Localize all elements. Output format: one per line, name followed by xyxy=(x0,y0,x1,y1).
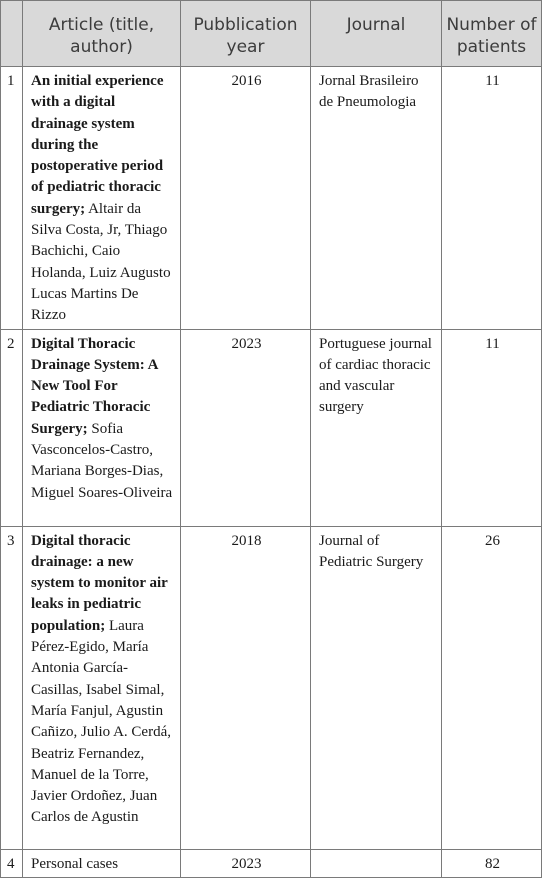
patients-cell: 11 xyxy=(442,67,542,330)
header-index xyxy=(1,1,23,67)
row-index: 4 xyxy=(1,849,23,877)
article-cell xyxy=(23,67,181,330)
article-title: An initial experience with a digital drainage system during the postoperative period of pediatric thoracic surgery; xyxy=(31,73,164,217)
article-authors: Sofia Vasconcelos-Castro, Mariana Borges-Dias, Miguel Soares-Oliveira xyxy=(31,420,173,501)
table-body xyxy=(1,67,542,878)
article-cell xyxy=(23,526,181,849)
year-cell: 2023 xyxy=(181,849,311,877)
row-index: 3 xyxy=(1,526,23,849)
header-article: Article (title, author) xyxy=(23,1,181,67)
table-row xyxy=(1,329,542,526)
table-header xyxy=(1,1,542,67)
year-cell: 2016 xyxy=(181,67,311,330)
article-title: Digital thoracic drainage: a new system to monitor air leaks in pediatric population; xyxy=(31,532,168,634)
journal-cell xyxy=(311,849,442,877)
year-cell: 2023 xyxy=(181,329,311,526)
journal-cell: Portuguese journal of cardiac thoracic and vascular surgery xyxy=(311,329,442,526)
article-cell xyxy=(23,329,181,526)
table-row xyxy=(1,526,542,849)
patients-cell: 26 xyxy=(442,526,542,849)
article-cell xyxy=(23,849,181,877)
table-row xyxy=(1,849,542,877)
article-title: Digital Thoracic Drainage System: A New Tool For Pediatric Thoracic Surgery; xyxy=(31,335,158,437)
article-authors: Laura Pérez-Egido, María Antonia García-Casillas, Isabel Simal, María Fanjul, Agustin Cañizo, Julio A. Cerdá, Beatriz Fernandez, Manuel de la Torre, Javier Ordoñez, Juan Carlos de Agustin xyxy=(31,617,171,826)
journal-cell: Jornal Brasileiro de Pneumologia xyxy=(311,67,442,330)
patients-cell: 11 xyxy=(442,329,542,526)
journal-cell: Journal of Pediatric Surgery xyxy=(311,526,442,849)
article-authors: Personal cases xyxy=(31,855,119,872)
article-authors: Altair da Silva Costa, Jr, Thiago Bachichi, Caio Holanda, Luiz Augusto Lucas Martins De Rizzo xyxy=(31,200,171,324)
row-index: 2 xyxy=(1,329,23,526)
year-cell: 2018 xyxy=(181,526,311,849)
patients-cell: 82 xyxy=(442,849,542,877)
header-patients: Number of patients xyxy=(442,1,542,67)
header-journal: Journal xyxy=(311,1,442,67)
row-index: 1 xyxy=(1,67,23,330)
table-row xyxy=(1,67,542,330)
header-year: Pubblication year xyxy=(181,1,311,67)
header-row xyxy=(1,1,542,67)
